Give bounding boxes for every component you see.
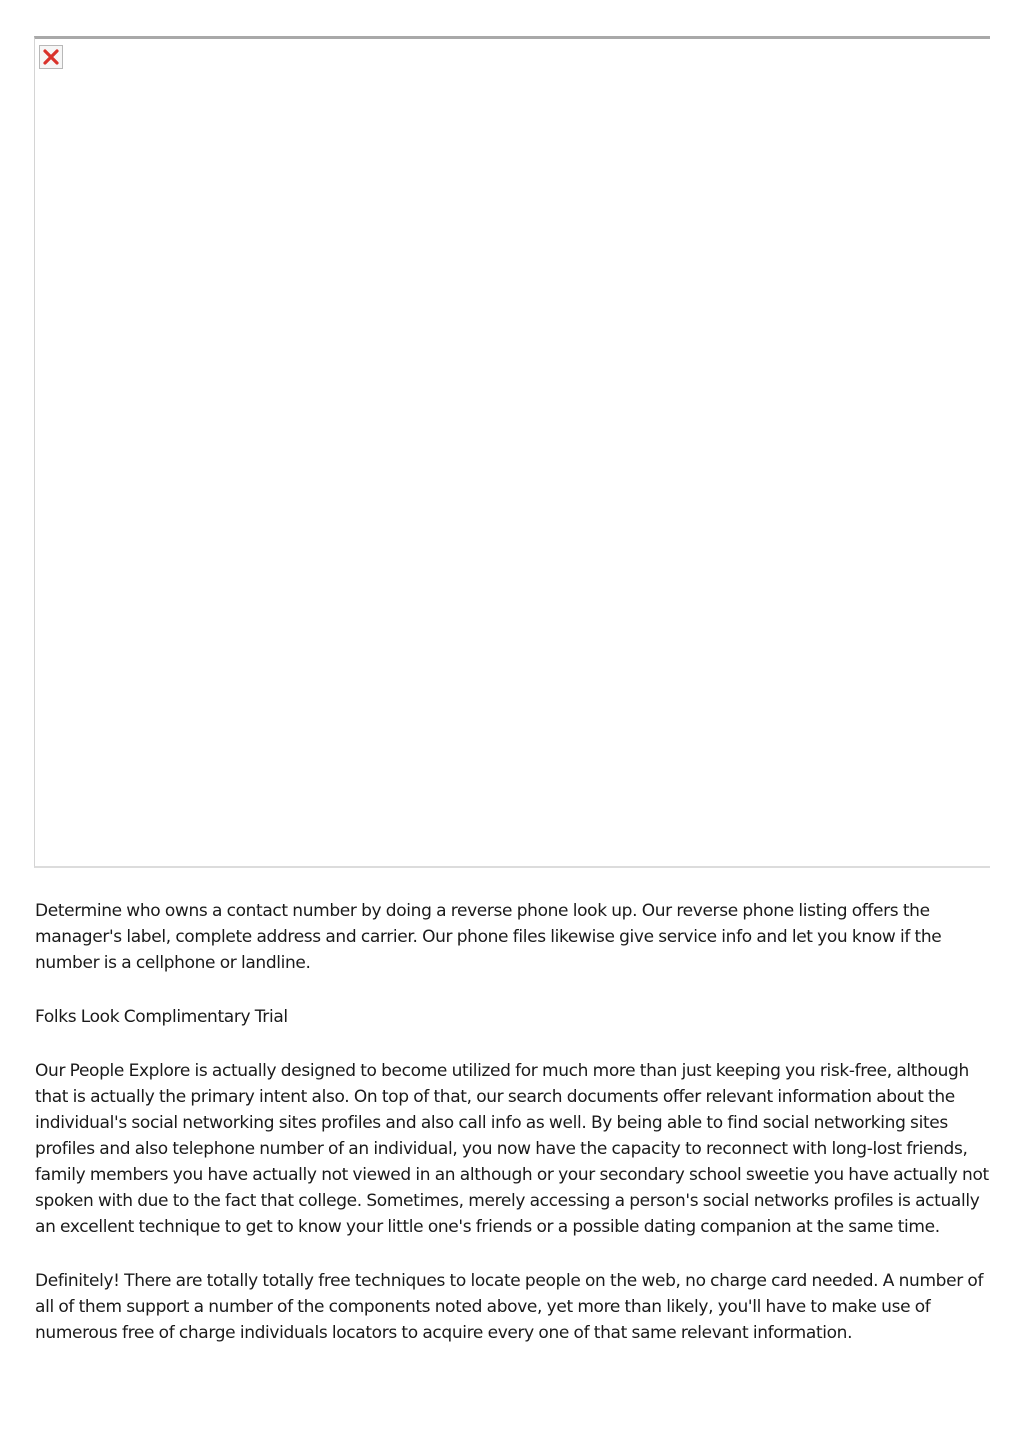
intro-paragraph: Determine who owns a contact number by doing a reverse phone look up. Our reverse phone listing offers the manager's label, complete address and carrier. Our phone files likewise give service info and let you know if the number is a cellphone or landline. xyxy=(35,901,942,973)
body-paragraph: Definitely! There are totally totally free techniques to locate people on the web, no charge card needed. A number of all of them support a number of the components noted above, yet more than likely, you'll have to make use of numerous free of charge individuals locators to acquire every one of that same relevant information. xyxy=(35,1271,984,1343)
broken-image-icon xyxy=(39,45,63,69)
body-paragraph: Our People Explore is actually designed to become utilized for much more than just keeping you risk-free, although that is actually the primary intent also. On top of that, our search documents offer relevant information about the individual's social networking sites profiles and also call info as well. By being able to find social networking sites profiles and also telephone number of an individual, you now have the capacity to reconnect with long-lost friends, family members you have actually not viewed in an although or your secondary school sweetie you have actually not spoken with due to the fact that college. Sometimes, merely accessing a person's social networks profiles is actually an excellent technique to get to know your little one's friends or a possible dating companion at the same time. xyxy=(35,1061,989,1237)
section-heading: Folks Look Complimentary Trial xyxy=(35,1007,288,1027)
article-body xyxy=(35,898,995,1374)
broken-image-frame xyxy=(34,36,990,868)
